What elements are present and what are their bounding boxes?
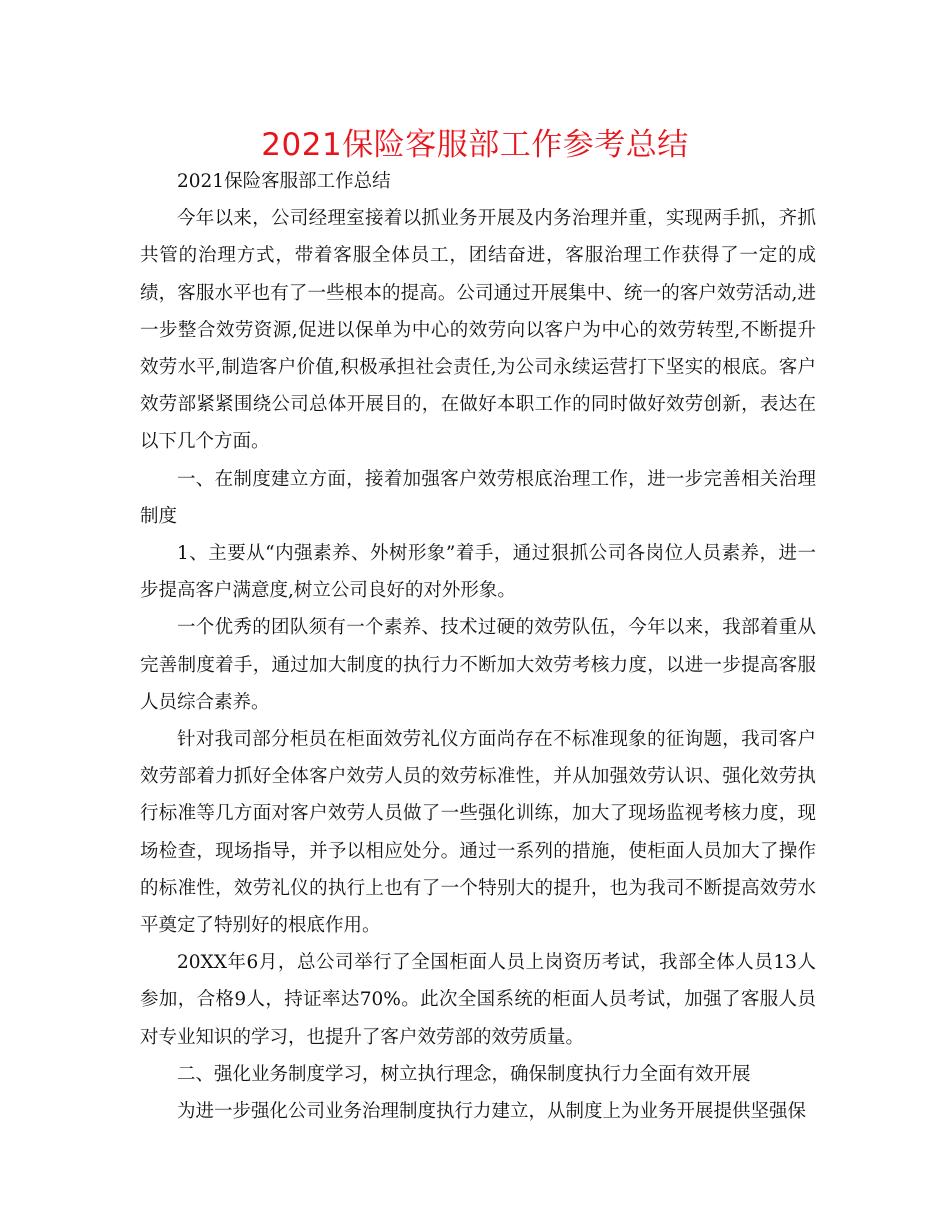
section-heading-2: 二、强化业务制度学习，树立执行理念，确保制度执行力全面有效开展	[177, 1063, 751, 1085]
paragraph-subtitle: 2021保险客服部工作总结	[177, 171, 391, 192]
paragraph: 为进一步强化公司业务治理制度执行力建立，从制度上为业务开展提供坚强保	[177, 1101, 807, 1123]
paragraph: 1、主要从“内强素养、外树形象”着手，通过狠抓公司各岗位人员素养，进一步提高客户满意度,树立公司良好的对外形象。	[140, 543, 816, 602]
document-body	[140, 163, 816, 1130]
section-heading-1: 一、在制度建立方面，接着加强客户效劳根底治理工作，进一步完善相关治理制度	[140, 468, 816, 527]
paragraph-intro: 今年以来，公司经理室接着以抓业务开展及内务治理并重，实现两手抓，齐抓共管的治理方式，带着客服全体员工，团结奋进，客服治理工作获得了一定的成绩，客服水平也有了一些根本的提高。公司通过开展集中、统一的客户效劳活动,进一步整合效劳资源,促进以保单为中心的效劳向以客户为中心的效劳转型,不断提升效劳水平,制造客户价值,积极承担社会责任,为公司永续运营打下坚实的根底。客户效劳部紧紧围绕公司总体开展目的，在做好本职工作的同时做好效劳创新，表达在以下几个方面。	[140, 208, 816, 453]
paragraph: 20XX年6月，总公司举行了全国柜面人员上岗资历考试，我部全体人员13人参加，合格9人，持证率达70%。此次全国系统的柜面人员考试，加强了客服人员对专业知识的学习，也提升了客户效劳部的效劳质量。	[140, 952, 816, 1048]
document-title: 2021保险客服部工作参考总结	[261, 127, 689, 163]
paragraph: 一个优秀的团队须有一个素养、技术过硬的效劳队伍，今年以来，我部着重从完善制度着手，通过加大制度的执行力不断加大效劳考核力度，以进一步提高客服人员综合素养。	[140, 617, 816, 713]
paragraph: 针对我司部分柜员在柜面效劳礼仪方面尚存在不标准现象的征询题，我司客户效劳部着力抓好全体客户效劳人员的效劳标准性，并从加强效劳认识、强化效劳执行标准等几方面对客户效劳人员做了一些强化训练，加大了现场监视考核力度，现场检查，现场指导，并予以相应处分。通过一系列的措施，使柜面人员加大了操作的标准性，效劳礼仪的执行上也有了一个特别大的提升，也为我司不断提高效劳水平奠定了特别好的根底作用。	[140, 729, 816, 937]
